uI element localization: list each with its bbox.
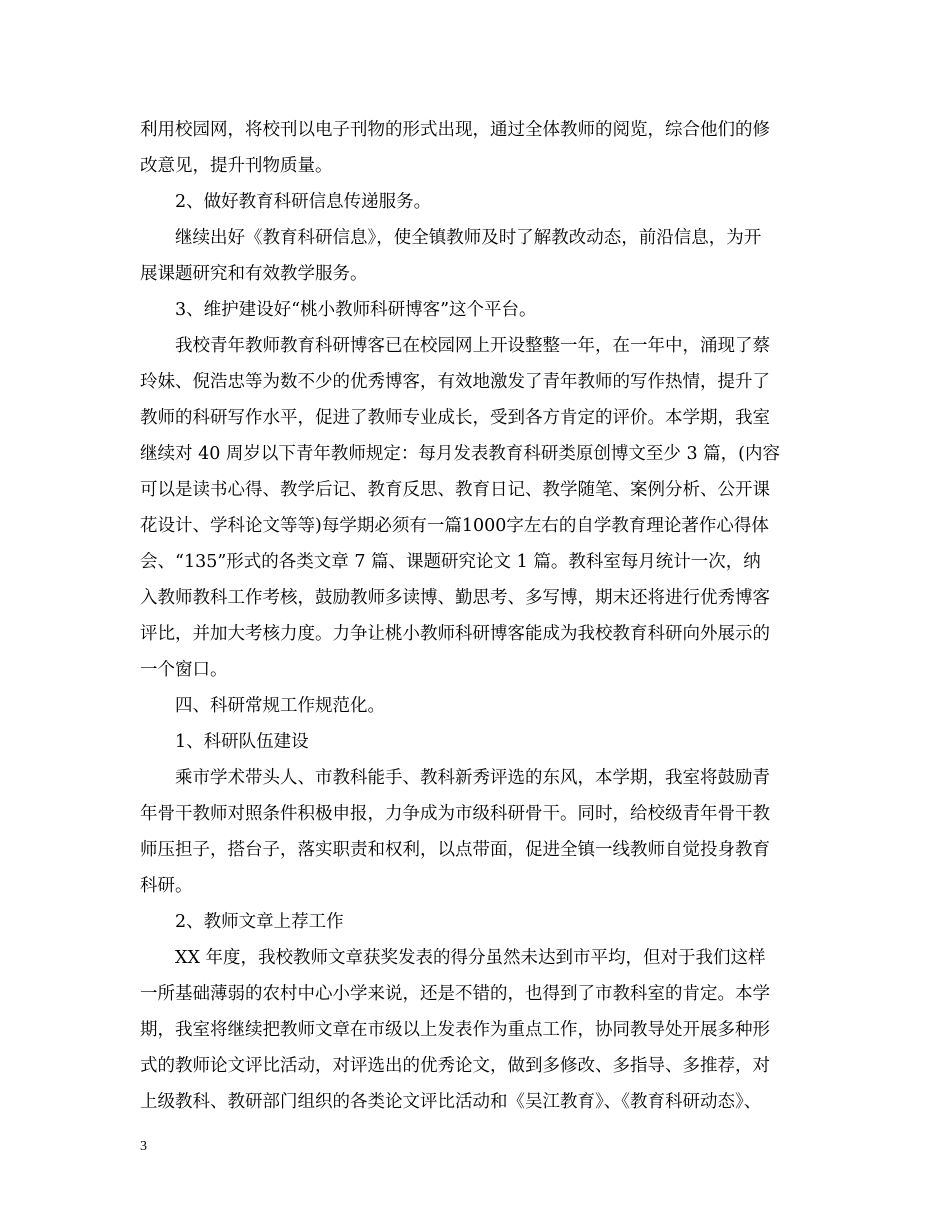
text-line: 式的教师论文评比活动，对评选出的优秀论文，做到多修改、多指导、多推荐，对	[140, 1056, 770, 1076]
text-line: 可以是读书心得、教学后记、教育反思、教育日记、教学随笔、案例分析、公开课	[140, 480, 770, 500]
text-line: 会、“135”形式的各类文章 7 篇、课题研究论文 1 篇。教科室每月统计一次，纳	[140, 552, 761, 572]
text-line: 花设计、学科论文等等)每学期必须有一篇1000字左右的自学教育理论著作心得体	[140, 516, 769, 536]
text-line: 继续对 40 周岁以下青年教师规定：每月发表教育科研类原创博文至少 3 篇，(内容	[140, 444, 780, 464]
text-line: 入教师教科工作考核，鼓励教师多读博、勤思考、多写博，期末还将进行优秀博客	[140, 588, 770, 608]
text-line: 利用校园网，将校刊以电子刊物的形式出现，通过全体教师的阅览，综合他们的修	[140, 120, 770, 140]
text-line: 科研。	[140, 876, 193, 896]
text-line: 一个窗口。	[140, 660, 228, 680]
text-line: 展课题研究和有效教学服务。	[140, 264, 368, 284]
text-line: 乘市学术带头人、市教科能手、教科新秀评选的东风，本学期，我室将鼓励青	[175, 768, 770, 788]
text-line: 一所基础薄弱的农村中心小学来说，还是不错的，也得到了市教科室的肯定。本学	[140, 984, 770, 1004]
section-heading: 2、教师文章上荐工作	[175, 912, 344, 932]
section-heading: 四、科研常规工作规范化。	[175, 696, 385, 716]
page-number: 3	[140, 1139, 147, 1154]
text-line: 师压担子，搭台子，落实职责和权利，以点带面，促进全镇一线教师自觉投身教育	[140, 840, 770, 860]
text-line: 教师的科研写作水平，促进了教师专业成长，受到各方肯定的评价。本学期，我室	[140, 408, 770, 428]
section-heading: 2、做好教育科研信息传递服务。	[175, 192, 432, 212]
text-line: 评比，并加大考核力度。力争让桃小教师科研博客能成为我校教育科研向外展示的	[140, 624, 770, 644]
section-heading: 1、科研队伍建设	[175, 732, 309, 752]
text-line: 玲妹、倪浩忠等为数不少的优秀博客，有效地激发了青年教师的写作热情，提升了	[140, 372, 770, 392]
text-line: 期，我室将继续把教师文章在市级以上发表作为重点工作，协同教导处开展多种形	[140, 1020, 770, 1040]
section-heading: 3、维护建设好“桃小教师科研博客”这个平台。	[175, 300, 537, 320]
text-line: 继续出好《教育科研信息》，使全镇教师及时了解教改动态，前沿信息，为开	[175, 228, 762, 248]
text-line: 年骨干教师对照条件积极申报，力争成为市级科研骨干。同时，给校级青年骨干教	[140, 804, 770, 824]
text-line: XX 年度，我校教师文章获奖发表的得分虽然未达到市平均，但对于我们这样	[175, 948, 766, 968]
text-line: 我校青年教师教育科研博客已在校园网上开设整整一年，在一年中，涌现了蔡	[175, 336, 770, 356]
text-line: 改意见，提升刊物质量。	[140, 156, 333, 176]
text-line: 上级教科、教研部门组织的各类论文评比活动和《吴江教育》、《教育科研动态》、	[140, 1092, 762, 1112]
